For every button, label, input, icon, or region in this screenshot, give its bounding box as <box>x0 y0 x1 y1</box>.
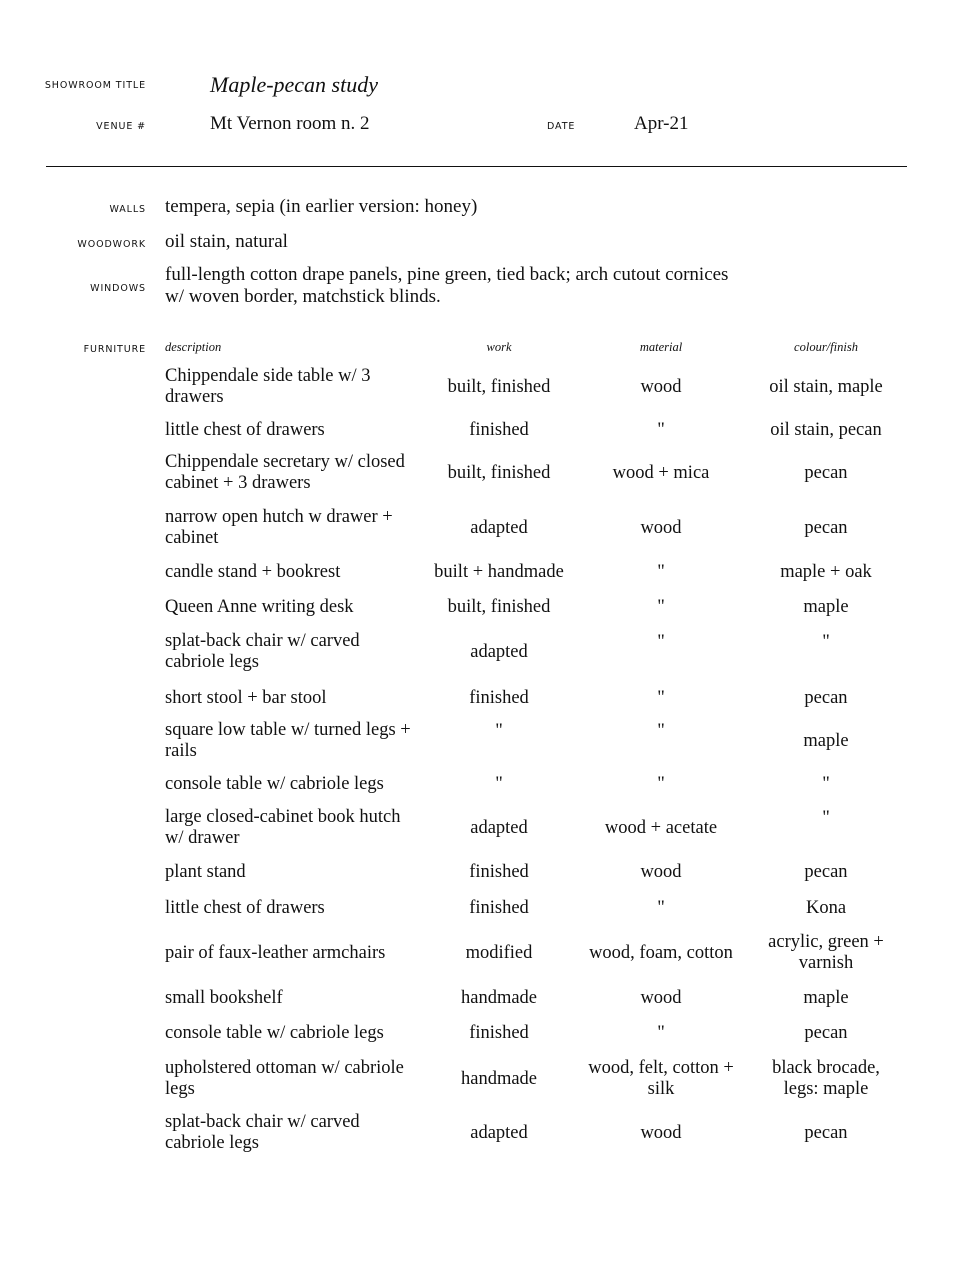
woodwork-label: WOODWORK <box>77 239 146 250</box>
furniture-work <box>418 807 580 849</box>
furniture-work-line: built + handmade <box>434 561 564 582</box>
furniture-description-line: cabriole legs <box>165 1133 259 1153</box>
furniture-material-line: wood + mica <box>612 462 710 483</box>
furniture-material-line: wood <box>640 987 682 1008</box>
furniture-description <box>165 419 425 441</box>
furniture-material <box>580 507 742 549</box>
furniture-description-line: console table w/ cabriole legs <box>165 773 384 794</box>
furniture-finish-line: pecan <box>804 687 848 708</box>
table-row <box>0 1022 980 1044</box>
furniture-work <box>418 452 580 494</box>
furniture-material-line: " <box>657 597 665 617</box>
furniture-work-line: finished <box>469 897 529 918</box>
furniture-finish <box>744 720 908 762</box>
furniture-material <box>580 1112 742 1154</box>
furniture-description <box>165 897 425 919</box>
furniture-finish-line: legs: maple <box>783 1079 869 1099</box>
furniture-work-line: " <box>495 721 503 741</box>
furniture-work-line: adapted <box>470 1122 528 1143</box>
furniture-description <box>165 861 425 883</box>
column-header-description: description <box>165 340 222 354</box>
table-row <box>0 452 980 494</box>
furniture-material-line: wood, felt, cotton + <box>588 1058 734 1078</box>
furniture-description-line: splat-back chair w/ carved <box>165 1112 360 1132</box>
furniture-finish-line: black brocade, <box>772 1058 880 1078</box>
woodwork-value: oil stain, natural <box>165 231 288 252</box>
furniture-material <box>580 561 742 584</box>
furniture-work <box>418 861 580 883</box>
furniture-description <box>165 773 425 795</box>
furniture-finish-line: pecan <box>804 1122 848 1143</box>
furniture-description-line: legs <box>165 1079 195 1099</box>
column-header-work: work <box>486 340 512 354</box>
windows-value-line1: full-length cotton drape panels, pine green, tied back; arch cutout cornices <box>165 264 729 285</box>
furniture-work <box>418 773 580 796</box>
furniture-material <box>580 452 742 494</box>
furniture-work <box>418 596 580 618</box>
furniture-finish <box>744 861 908 883</box>
table-row <box>0 987 980 1009</box>
furniture-material-line: wood <box>640 1122 682 1143</box>
furniture-finish-line: pecan <box>804 1022 848 1043</box>
furniture-work <box>418 507 580 549</box>
furniture-material <box>580 897 742 920</box>
table-row <box>0 720 980 762</box>
furniture-description-line: upholstered ottoman w/ cabriole <box>165 1058 404 1078</box>
table-row <box>0 561 980 583</box>
furniture-description <box>165 507 425 549</box>
furniture-material <box>580 687 742 710</box>
venue-label: VENUE # <box>96 121 146 132</box>
furniture-description-line: rails <box>165 741 197 761</box>
furniture-description-line: square low table w/ turned legs + <box>165 720 411 740</box>
furniture-description <box>165 932 425 974</box>
furniture-finish-line: maple + oak <box>780 561 872 582</box>
furniture-finish-line: maple <box>803 987 849 1008</box>
furniture-work <box>418 987 580 1009</box>
furniture-description-line: candle stand + bookrest <box>165 561 341 582</box>
furniture-material-line: wood + acetate <box>604 817 718 838</box>
furniture-description-line: narrow open hutch w drawer + <box>165 507 393 527</box>
furniture-material-line: silk <box>647 1079 675 1099</box>
furniture-material <box>580 987 742 1009</box>
table-row <box>0 807 980 849</box>
furniture-finish <box>744 631 908 674</box>
furniture-description <box>165 596 425 618</box>
furniture-material <box>580 596 742 619</box>
furniture-description <box>165 987 425 1009</box>
table-row <box>0 366 980 408</box>
furniture-finish <box>744 932 908 974</box>
date-value: Apr-21 <box>634 113 689 134</box>
furniture-description-line: small bookshelf <box>165 987 283 1008</box>
furniture-description-line: splat-back chair w/ carved <box>165 631 360 651</box>
furniture-material <box>580 807 742 849</box>
furniture-work-line: finished <box>469 1022 529 1043</box>
furniture-material-line: " <box>657 632 665 652</box>
furniture-description-line: large closed-cabinet book hutch <box>165 807 401 827</box>
furniture-finish-line: maple <box>803 730 849 751</box>
furniture-material-line: " <box>657 1023 665 1043</box>
furniture-material-line: wood <box>640 517 682 538</box>
furniture-finish-line: Kona <box>805 897 847 918</box>
venue-value: Mt Vernon room n. 2 <box>210 113 370 134</box>
table-row <box>0 1058 980 1100</box>
walls-label: WALLS <box>109 204 146 215</box>
furniture-finish-line: oil stain, pecan <box>770 419 882 440</box>
column-header-finish: colour/finish <box>794 340 858 354</box>
furniture-description-line: console table w/ cabriole legs <box>165 1022 384 1043</box>
furniture-work-line: adapted <box>470 517 528 538</box>
furniture-work-line: adapted <box>470 641 528 662</box>
furniture-finish-line: maple <box>803 596 849 617</box>
furniture-work <box>418 1022 580 1044</box>
furniture-finish-line: pecan <box>804 462 848 483</box>
furniture-material-line: " <box>657 688 665 708</box>
furniture-description-line: short stool + bar stool <box>165 687 327 708</box>
furniture-description <box>165 631 425 673</box>
furniture-description-line: Chippendale side table w/ 3 <box>165 366 371 386</box>
furniture-finish <box>744 507 908 549</box>
furniture-material <box>580 773 742 796</box>
furniture-material-line: " <box>657 774 665 794</box>
furniture-material-line: wood <box>640 861 682 882</box>
furniture-material-line: " <box>657 721 665 741</box>
furniture-work-line: finished <box>469 419 529 440</box>
furniture-work <box>418 1058 580 1100</box>
furniture-work <box>418 897 580 919</box>
furniture-work <box>418 720 580 763</box>
furniture-label: FURNITURE <box>83 344 146 355</box>
furniture-finish-line: pecan <box>804 861 848 882</box>
furniture-work-line: " <box>495 774 503 794</box>
furniture-description-line: cabinet + 3 drawers <box>165 473 311 493</box>
furniture-description-line: cabinet <box>165 528 219 548</box>
furniture-finish <box>744 897 908 919</box>
furniture-description <box>165 1058 425 1100</box>
furniture-finish <box>744 366 908 408</box>
furniture-work-line: finished <box>469 861 529 882</box>
furniture-work-line: finished <box>469 687 529 708</box>
furniture-finish <box>744 987 908 1009</box>
furniture-work-line: modified <box>465 942 533 963</box>
furniture-finish <box>744 596 908 618</box>
furniture-description <box>165 1112 425 1154</box>
table-row <box>0 631 980 673</box>
furniture-finish-line: acrylic, green + <box>768 932 884 952</box>
furniture-finish <box>744 419 908 441</box>
furniture-finish <box>744 561 908 583</box>
showroom-title: Maple-pecan study <box>210 72 378 97</box>
furniture-finish <box>744 1058 908 1100</box>
furniture-material-line: " <box>657 898 665 918</box>
furniture-work-line: adapted <box>470 817 528 838</box>
furniture-material <box>580 1058 742 1100</box>
table-row <box>0 1112 980 1154</box>
furniture-material-line: wood <box>640 376 682 397</box>
furniture-work <box>418 687 580 709</box>
furniture-finish-line: pecan <box>804 517 848 538</box>
furniture-description-line: little chest of drawers <box>165 419 325 440</box>
furniture-description-line: cabriole legs <box>165 652 259 672</box>
furniture-description-line: plant stand <box>165 861 246 882</box>
furniture-description <box>165 807 425 849</box>
furniture-work <box>418 1112 580 1154</box>
table-row <box>0 419 980 441</box>
furniture-work <box>418 366 580 408</box>
table-row <box>0 897 980 919</box>
furniture-description <box>165 1022 425 1044</box>
furniture-material <box>580 720 742 763</box>
table-row <box>0 861 980 883</box>
furniture-work <box>418 932 580 974</box>
furniture-material <box>580 1022 742 1045</box>
furniture-finish-line: varnish <box>798 953 854 973</box>
walls-value: tempera, sepia (in earlier version: honey) <box>165 196 478 217</box>
furniture-work <box>418 419 580 441</box>
furniture-description-line: Chippendale secretary w/ closed <box>165 452 405 472</box>
furniture-work-line: handmade <box>460 987 538 1008</box>
furniture-finish <box>744 452 908 494</box>
furniture-description-line: Queen Anne writing desk <box>165 596 354 617</box>
furniture-material <box>580 631 742 674</box>
furniture-finish-line: oil stain, maple <box>769 376 883 397</box>
furniture-material <box>580 932 742 974</box>
furniture-material <box>580 366 742 408</box>
furniture-work-line: built, finished <box>447 376 551 397</box>
furniture-description <box>165 366 425 408</box>
table-row <box>0 932 980 974</box>
furniture-finish <box>744 687 908 709</box>
furniture-material <box>580 419 742 442</box>
furniture-material <box>580 861 742 883</box>
furniture-finish <box>744 807 908 850</box>
furniture-description <box>165 452 425 494</box>
table-row <box>0 773 980 795</box>
table-row <box>0 507 980 549</box>
furniture-finish-line: " <box>822 808 830 828</box>
furniture-work-line: handmade <box>460 1068 538 1089</box>
furniture-description <box>165 561 425 583</box>
furniture-finish <box>744 773 908 796</box>
furniture-finish <box>744 1112 908 1154</box>
windows-label: WINDOWS <box>90 283 146 294</box>
furniture-finish-line: " <box>822 774 830 794</box>
furniture-work-line: built, finished <box>447 462 551 483</box>
table-row <box>0 596 980 618</box>
furniture-material-line: " <box>657 562 665 582</box>
furniture-finish <box>744 1022 908 1044</box>
column-header-material: material <box>639 340 683 354</box>
furniture-description-line: w/ drawer <box>165 828 240 848</box>
furniture-work <box>418 631 580 673</box>
showroom-title-label: SHOWROOM TITLE <box>44 80 146 91</box>
furniture-description-line: pair of faux-leather armchairs <box>165 942 386 963</box>
furniture-description <box>165 720 425 762</box>
furniture-description <box>165 687 425 709</box>
table-row <box>0 687 980 709</box>
header-divider <box>46 166 907 167</box>
furniture-description-line: little chest of drawers <box>165 897 325 918</box>
windows-value-line2: w/ woven border, matchstick blinds. <box>165 286 441 307</box>
furniture-finish-line: " <box>822 632 830 652</box>
furniture-work-line: built, finished <box>447 596 551 617</box>
furniture-description-line: drawers <box>165 387 224 407</box>
furniture-material-line: " <box>657 420 665 440</box>
furniture-work <box>418 561 580 583</box>
furniture-material-line: wood, foam, cotton <box>589 942 733 963</box>
date-label: DATE <box>547 121 576 132</box>
